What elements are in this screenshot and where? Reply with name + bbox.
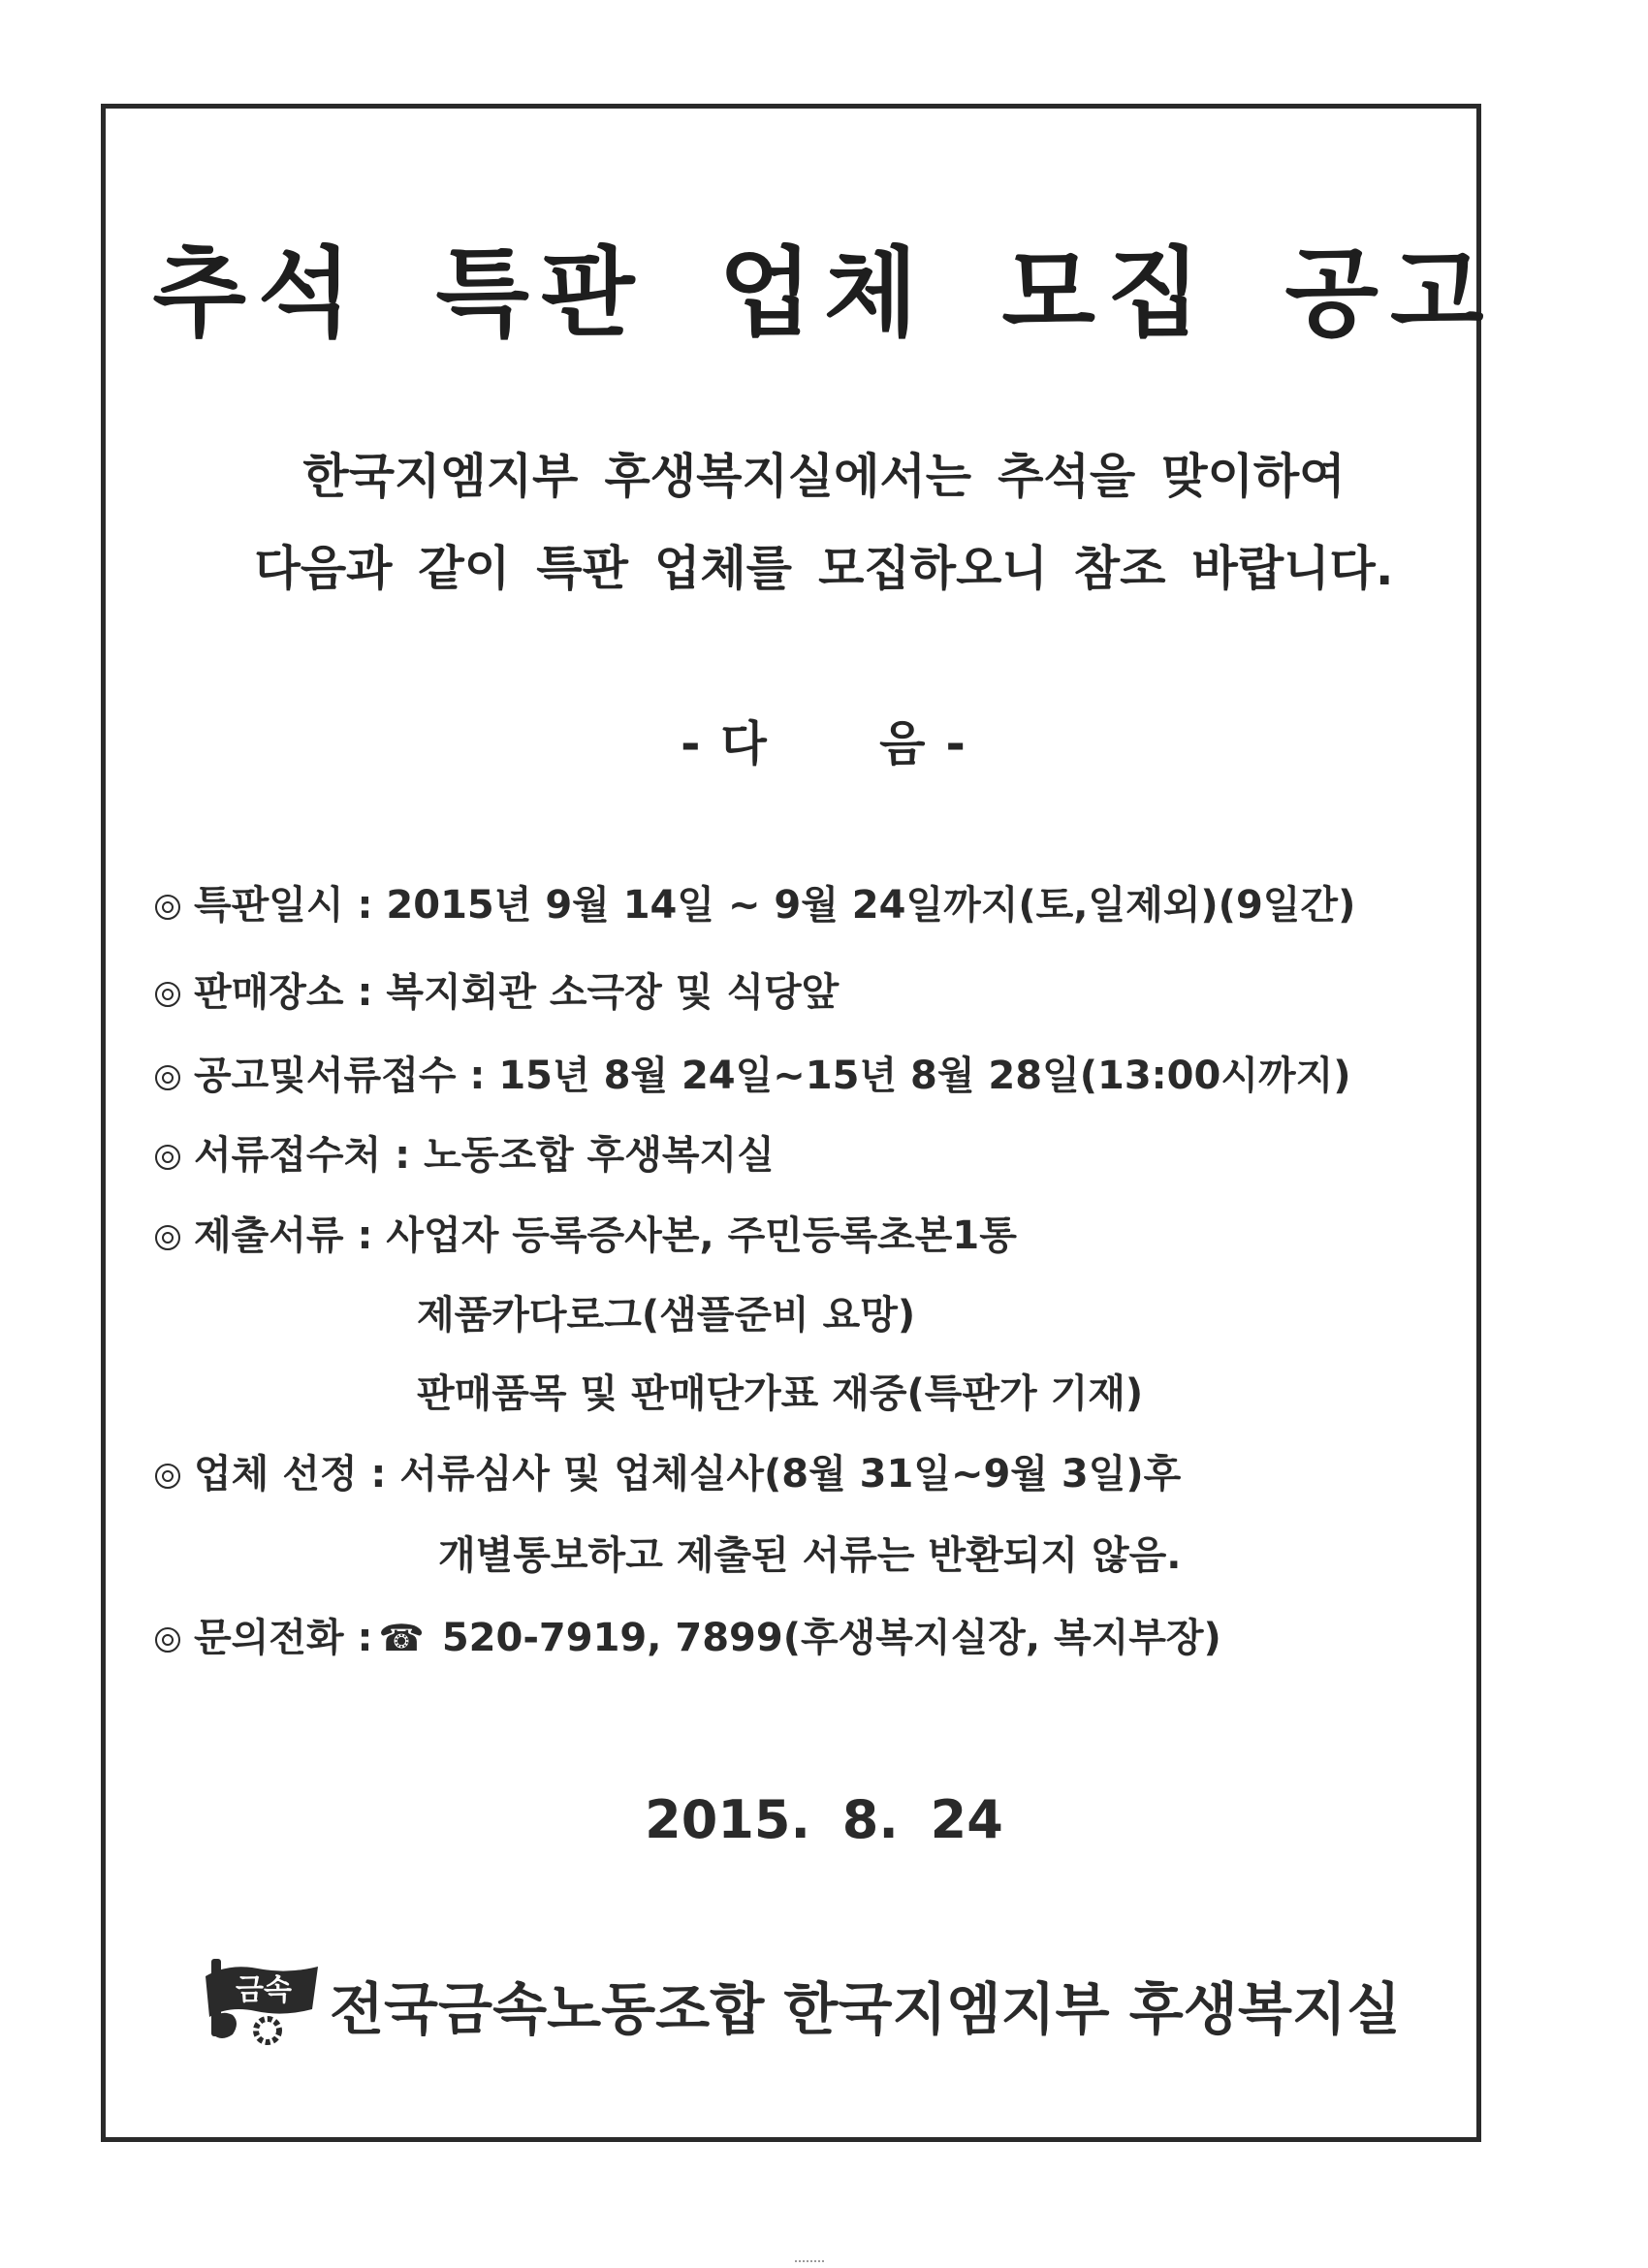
item-value: 520-7919, 7899(후생복지실장, 복지부장) bbox=[441, 1616, 1221, 1660]
telephone-icon: ☎ bbox=[378, 1617, 425, 1659]
item-value: 복지회관 소극장 및 식당앞 bbox=[386, 970, 840, 1015]
item-label: 문의전화 : bbox=[194, 1616, 373, 1660]
logo-fist bbox=[213, 2013, 237, 2038]
item-contact-phone bbox=[155, 1613, 1221, 1663]
item-value: 2015년 9월 14일 ~ 9월 24일까지(토,일제외)(9일간) bbox=[386, 883, 1356, 928]
logo-gear bbox=[256, 2019, 279, 2042]
documents-extra-line-1: 제품카다로그(샘플준비 요망) bbox=[417, 1293, 916, 1338]
item-sale-location bbox=[155, 967, 839, 1018]
double-circle-bullet-icon bbox=[155, 895, 180, 920]
item-value: 15년 8월 24일~15년 8월 28일(13:00시까지) bbox=[498, 1054, 1351, 1098]
intro-line-2: 다음과 같이 특판 업체를 모집하오니 참조 바랍니다. bbox=[254, 541, 1394, 596]
item-sale-period bbox=[155, 880, 1355, 930]
notice-title: 추석 특판 업체 모집 공고 bbox=[152, 236, 1496, 350]
double-circle-bullet-icon bbox=[155, 1065, 180, 1090]
item-required-documents bbox=[155, 1211, 1017, 1261]
double-circle-bullet-icon bbox=[155, 1464, 180, 1489]
item-value: 사업자 등록증사본, 주민등록초본1통 bbox=[386, 1213, 1017, 1258]
selection-extra-line: 개별통보하고 제출된 서류는 반환되지 않음. bbox=[438, 1533, 1182, 1578]
double-circle-bullet-icon bbox=[155, 1225, 180, 1250]
item-label: 공고및서류접수 : bbox=[194, 1054, 486, 1098]
item-label: 판매장소 : bbox=[194, 970, 373, 1015]
item-label: 서류접수처 : bbox=[194, 1133, 411, 1178]
organization-name: 전국금속노동조합 한국지엠지부 후생복지실 bbox=[330, 1976, 1401, 2042]
double-circle-bullet-icon bbox=[155, 982, 180, 1007]
item-label: 제출서류 : bbox=[194, 1213, 373, 1258]
item-vendor-selection bbox=[155, 1449, 1181, 1499]
documents-extra-line-2: 판매품목 및 판매단가표 재중(특판가 기재) bbox=[417, 1371, 1144, 1416]
double-circle-bullet-icon bbox=[155, 1627, 180, 1653]
item-label: 업체 선정 : bbox=[194, 1452, 387, 1496]
item-value: 서류심사 및 업체실사(8월 31일~9월 3일)후 bbox=[399, 1452, 1182, 1496]
item-value: 노동조합 후생복지실 bbox=[424, 1133, 775, 1178]
intro-line-1: 한국지엠지부 후생복지실에서는 추석을 맞이하여 bbox=[302, 449, 1346, 504]
section-separator: - 다 음 - bbox=[681, 716, 967, 772]
logo-text: 금속 bbox=[236, 1973, 292, 2007]
double-circle-bullet-icon bbox=[155, 1145, 180, 1170]
notice-date: 2015. 8. 24 bbox=[645, 1789, 1003, 1850]
scan-mark bbox=[795, 2256, 824, 2262]
item-receipt-office bbox=[155, 1130, 775, 1181]
union-logo-icon bbox=[200, 1949, 324, 2046]
item-notice-receipt bbox=[155, 1051, 1351, 1101]
item-label: 특판일시 : bbox=[194, 883, 373, 928]
